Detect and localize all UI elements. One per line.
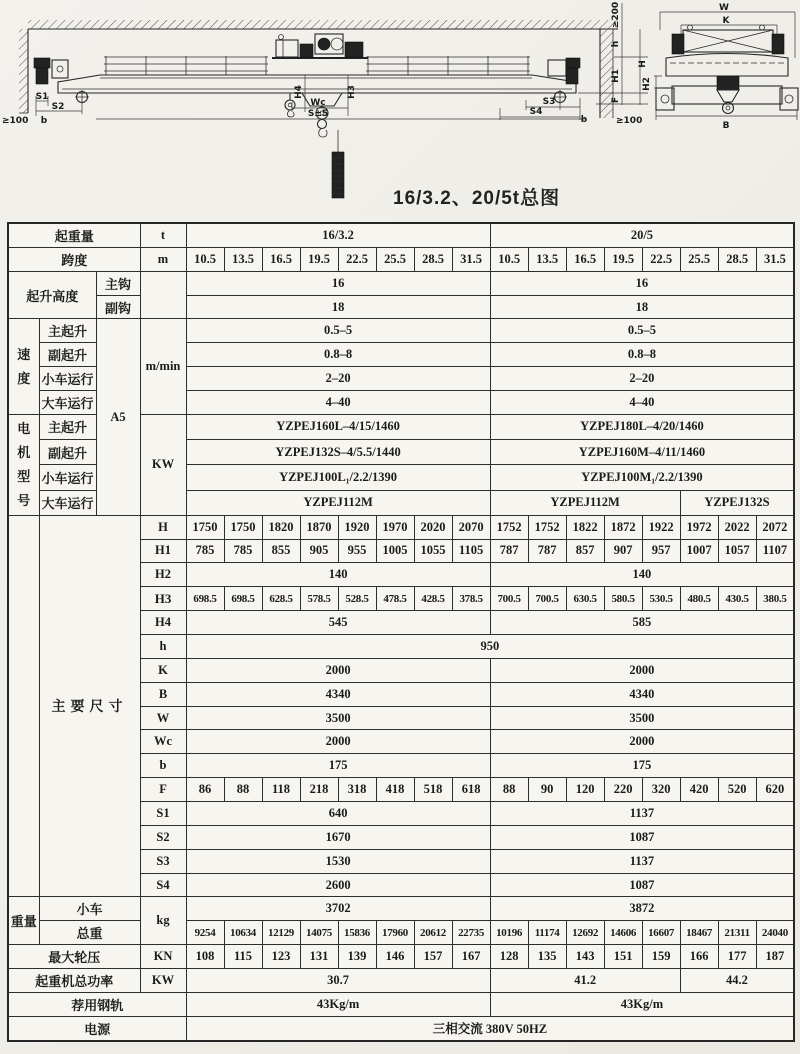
dim-label-b-right: b (580, 115, 588, 125)
value-cell: 530.5 (642, 587, 680, 611)
value-cell: 578.5 (300, 587, 338, 611)
value-cell: 1670 (186, 825, 490, 849)
value-cell: 585 (490, 611, 794, 635)
value-cell: 1872 (604, 515, 642, 539)
value-cell: 380.5 (756, 587, 794, 611)
value-cell: 175 (186, 754, 490, 778)
value-cell: 4–40 (186, 391, 490, 415)
value-cell: 118 (262, 778, 300, 802)
value-cell: 2000 (186, 730, 490, 754)
value-cell: 480.5 (680, 587, 718, 611)
value-cell: 1137 (490, 802, 794, 826)
value-cell: 1055 (414, 539, 452, 563)
value-cell: 86 (186, 778, 224, 802)
value-cell: 18 (186, 295, 490, 319)
value-cell: H4 (140, 611, 186, 635)
value-cell: 2070 (452, 515, 490, 539)
value-cell: 0.5–5 (490, 319, 794, 343)
value-cell: 1970 (376, 515, 414, 539)
value-cell: 518 (414, 778, 452, 802)
value-cell: 700.5 (528, 587, 566, 611)
value-cell: YZPEJ112M (490, 490, 680, 515)
value-cell: W (140, 706, 186, 730)
row-label-cell: 重量 (8, 897, 39, 945)
dim-label-ge100-right: ≥100 (616, 116, 643, 126)
spec-table-body (8, 223, 794, 1041)
value-cell: 88 (224, 778, 262, 802)
value-cell: 2–20 (490, 367, 794, 391)
value-cell: t (140, 223, 186, 247)
value-cell: m/min (140, 319, 186, 414)
value-cell: 1750 (186, 515, 224, 539)
value-cell: 0.8–8 (490, 343, 794, 367)
value-cell (140, 271, 186, 319)
value-cell: 19.5 (604, 247, 642, 271)
left-dimensions (2, 92, 82, 126)
value-cell: 0.5–5 (186, 319, 490, 343)
value-cell: 1107 (756, 539, 794, 563)
value-cell: 1005 (376, 539, 414, 563)
value-cell: 787 (490, 539, 528, 563)
value-cell: 18 (490, 295, 794, 319)
row-label-cell: 大车运行 (39, 490, 96, 515)
value-cell: 43Kg/m (490, 992, 794, 1016)
row-label-cell: 副起升 (39, 343, 96, 367)
value-cell: 785 (186, 539, 224, 563)
value-cell: 143 (566, 945, 604, 969)
row-label-cell: 小车运行 (39, 367, 96, 391)
dim-label-span: S±5 (307, 109, 329, 119)
dim-label-s4: S4 (529, 107, 543, 117)
value-cell: 43Kg/m (186, 992, 490, 1016)
value-cell: 41.2 (490, 969, 680, 993)
row-label-cell: 主钩 (96, 271, 140, 295)
value-cell: 2000 (490, 730, 794, 754)
value-cell: 1087 (490, 873, 794, 897)
trolley-dimensions (96, 75, 586, 119)
row-label-cell: 副钩 (96, 295, 140, 319)
value-cell: 2072 (756, 515, 794, 539)
dim-label-ge100-left: ≥100 (2, 116, 29, 126)
value-cell: 9254 (186, 921, 224, 945)
value-cell: 700.5 (490, 587, 528, 611)
row-label-cell: H3 (140, 587, 186, 611)
value-cell: 14075 (300, 921, 338, 945)
value-cell: 25.5 (680, 247, 718, 271)
row-label-cell: 跨度 (8, 247, 140, 271)
value-cell: 628.5 (262, 587, 300, 611)
value-cell: 1087 (490, 825, 794, 849)
value-cell: 1870 (300, 515, 338, 539)
value-cell: 857 (566, 539, 604, 563)
value-cell: 166 (680, 945, 718, 969)
value-cell: 28.5 (414, 247, 452, 271)
row-label-cell: 速度 (8, 319, 39, 414)
value-cell: 13.5 (224, 247, 262, 271)
value-cell: 1820 (262, 515, 300, 539)
value-cell: 44.2 (680, 969, 794, 993)
dim-label-h-cap: H (638, 60, 648, 68)
value-cell: 318 (338, 778, 376, 802)
value-cell: 630.5 (566, 587, 604, 611)
row-label-cell: 电机型号 (8, 414, 39, 515)
row-label-cell: 主要尺寸 (39, 515, 140, 897)
value-cell: 16/3.2 (186, 223, 490, 247)
row-label-cell: 起重量 (8, 223, 140, 247)
row-label-cell: 主起升 (39, 319, 96, 343)
value-cell: 1752 (528, 515, 566, 539)
value-cell: 955 (338, 539, 376, 563)
dim-label-b-cap: B (722, 121, 730, 131)
row-label-cell: 小车 (39, 897, 140, 921)
value-cell: 218 (300, 778, 338, 802)
row-label-cell: 主起升 (39, 414, 96, 439)
value-cell: KW (140, 969, 186, 993)
value-cell: 855 (262, 539, 300, 563)
spec-table (7, 222, 795, 1042)
value-cell: H2 (140, 563, 186, 587)
value-cell: 140 (490, 563, 794, 587)
value-cell: 10.5 (490, 247, 528, 271)
value-cell: 1530 (186, 849, 490, 873)
value-cell: 13.5 (528, 247, 566, 271)
value-cell: 12692 (566, 921, 604, 945)
value-cell: YZPEJ132S–4/5.5/1440 (186, 440, 490, 465)
value-cell: 1007 (680, 539, 718, 563)
value-cell: 14606 (604, 921, 642, 945)
value-cell: YZPEJ160L–4/15/1460 (186, 414, 490, 439)
dim-label-k: K (722, 16, 730, 26)
value-cell: 698.5 (224, 587, 262, 611)
value-cell: YZPEJ180L–4/20/1460 (490, 414, 794, 439)
bridge-girder (58, 75, 576, 93)
value-cell: 三相交流 380V 50HZ (186, 1016, 794, 1041)
value-cell: 905 (300, 539, 338, 563)
value-cell: b (140, 754, 186, 778)
value-cell: 1105 (452, 539, 490, 563)
value-cell: 90 (528, 778, 566, 802)
value-cell: K (140, 658, 186, 682)
drawing-title: 16/3.2、20/5t总图 (393, 188, 561, 209)
value-cell: 115 (224, 945, 262, 969)
value-cell: 428.5 (414, 587, 452, 611)
value-cell: 420 (680, 778, 718, 802)
value-cell: 16.5 (262, 247, 300, 271)
value-cell: 146 (376, 945, 414, 969)
value-cell: 4340 (186, 682, 490, 706)
value-cell: S3 (140, 849, 186, 873)
value-cell: 1920 (338, 515, 376, 539)
row-label-cell: 大车运行 (39, 391, 96, 415)
value-cell (8, 515, 39, 897)
value-cell: 140 (186, 563, 490, 587)
value-cell: 580.5 (604, 587, 642, 611)
value-cell: 3702 (186, 897, 490, 921)
value-cell: 108 (186, 945, 224, 969)
value-cell: 528.5 (338, 587, 376, 611)
value-cell: YZPEJ112M (186, 490, 490, 515)
value-cell: 4–40 (490, 391, 794, 415)
value-cell: 640 (186, 802, 490, 826)
dim-label-h-small: h (611, 40, 621, 48)
value-cell: 159 (642, 945, 680, 969)
value-cell: Wc (140, 730, 186, 754)
value-cell: 20612 (414, 921, 452, 945)
value-cell: 157 (414, 945, 452, 969)
value-cell: B (140, 682, 186, 706)
value-cell: 698.5 (186, 587, 224, 611)
left-wall (19, 29, 28, 113)
value-cell: KN (140, 945, 186, 969)
dim-label-s2: S2 (51, 102, 65, 112)
value-cell: A5 (96, 319, 140, 515)
value-cell: 22735 (452, 921, 490, 945)
row-label-cell: 总重 (39, 921, 140, 945)
value-cell: 25.5 (376, 247, 414, 271)
value-cell: 17960 (376, 921, 414, 945)
row-label-cell: 荐用钢轨 (8, 992, 186, 1016)
value-cell: 2000 (490, 658, 794, 682)
value-cell: 16607 (642, 921, 680, 945)
value-cell: 618 (452, 778, 490, 802)
dim-label-b-left: b (40, 116, 48, 126)
value-cell: 10196 (490, 921, 528, 945)
value-cell: 24040 (756, 921, 794, 945)
dim-label-f: F (611, 96, 621, 104)
value-cell: 787 (528, 539, 566, 563)
value-cell: YZPEJ160M–4/11/1460 (490, 440, 794, 465)
value-cell: 620 (756, 778, 794, 802)
value-cell: 120 (566, 778, 604, 802)
value-cell: 22.5 (642, 247, 680, 271)
value-cell: 320 (642, 778, 680, 802)
value-cell: 167 (452, 945, 490, 969)
value-cell: 15836 (338, 921, 376, 945)
value-cell: 16 (490, 271, 794, 295)
value-cell: 10.5 (186, 247, 224, 271)
value-cell: m (140, 247, 186, 271)
value-cell: 16 (186, 271, 490, 295)
value-cell: 1750 (224, 515, 262, 539)
value-cell: 2–20 (186, 367, 490, 391)
dim-label-h2: H2 (642, 77, 652, 91)
value-cell: kg (140, 897, 186, 945)
value-cell: 4340 (490, 682, 794, 706)
value-cell: 520 (718, 778, 756, 802)
row-label-cell: 起重机总功率 (8, 969, 140, 993)
value-cell: KW (140, 414, 186, 515)
value-cell: YZPEJ100M₁/2.2/1390 (490, 465, 794, 490)
value-cell: YZPEJ132S (680, 490, 794, 515)
value-cell: 28.5 (718, 247, 756, 271)
dim-label-w: W (719, 3, 729, 13)
value-cell: 151 (604, 945, 642, 969)
value-cell: H (140, 515, 186, 539)
value-cell: 22.5 (338, 247, 376, 271)
hanging-chain-block (332, 130, 344, 198)
value-cell: 128 (490, 945, 528, 969)
value-cell: S4 (140, 873, 186, 897)
value-cell: 418 (376, 778, 414, 802)
value-cell: 11174 (528, 921, 566, 945)
value-cell: 3872 (490, 897, 794, 921)
value-cell: 18467 (680, 921, 718, 945)
value-cell: 31.5 (452, 247, 490, 271)
value-cell: 123 (262, 945, 300, 969)
value-cell: 1922 (642, 515, 680, 539)
value-cell: 3500 (490, 706, 794, 730)
value-cell: 20/5 (490, 223, 794, 247)
value-cell: 1822 (566, 515, 604, 539)
value-cell: 16.5 (566, 247, 604, 271)
end-view (642, 3, 798, 131)
value-cell: 1057 (718, 539, 756, 563)
value-cell: 30.7 (186, 969, 490, 993)
value-cell: 478.5 (376, 587, 414, 611)
row-label-cell: 起升高度 (8, 271, 96, 319)
value-cell: 31.5 (756, 247, 794, 271)
value-cell: h (140, 635, 186, 659)
value-cell: H1 (140, 539, 186, 563)
row-label-cell: 最大轮压 (8, 945, 140, 969)
value-cell: S1 (140, 802, 186, 826)
value-cell: 12129 (262, 921, 300, 945)
value-cell: 2022 (718, 515, 756, 539)
row-label-cell: 副起升 (39, 440, 96, 465)
value-cell: 0.8–8 (186, 343, 490, 367)
value-cell: S2 (140, 825, 186, 849)
dim-label-h3: H3 (347, 85, 357, 99)
dim-label-s3: S3 (542, 97, 556, 107)
dim-label-wc: Wc (310, 98, 326, 108)
value-cell: 175 (490, 754, 794, 778)
value-cell: 545 (186, 611, 490, 635)
value-cell: 430.5 (718, 587, 756, 611)
value-cell: 1972 (680, 515, 718, 539)
value-cell: 1752 (490, 515, 528, 539)
dim-label-h4: H4 (294, 85, 304, 99)
value-cell: 1137 (490, 849, 794, 873)
value-cell: 10634 (224, 921, 262, 945)
row-label-cell: 小车运行 (39, 465, 96, 490)
value-cell: 19.5 (300, 247, 338, 271)
value-cell: 2600 (186, 873, 490, 897)
value-cell: 88 (490, 778, 528, 802)
value-cell: YZPEJ100L₁/2.2/1390 (186, 465, 490, 490)
value-cell: 2020 (414, 515, 452, 539)
value-cell: 135 (528, 945, 566, 969)
value-cell: 21311 (718, 921, 756, 945)
value-cell: 187 (756, 945, 794, 969)
dim-label-ge200: ≥200 (611, 1, 621, 29)
value-cell: 950 (186, 635, 794, 659)
value-cell: 131 (300, 945, 338, 969)
value-cell: 2000 (186, 658, 490, 682)
value-cell: 378.5 (452, 587, 490, 611)
row-label-cell: 电源 (8, 1016, 186, 1041)
value-cell: F (140, 778, 186, 802)
dim-label-h1: H1 (611, 69, 621, 83)
value-cell: 957 (642, 539, 680, 563)
value-cell: 907 (604, 539, 642, 563)
ceiling-hatch (28, 20, 618, 29)
value-cell: 139 (338, 945, 376, 969)
dim-label-s1: S1 (35, 92, 49, 102)
value-cell: 3500 (186, 706, 490, 730)
value-cell: 177 (718, 945, 756, 969)
value-cell: 220 (604, 778, 642, 802)
value-cell: 785 (224, 539, 262, 563)
